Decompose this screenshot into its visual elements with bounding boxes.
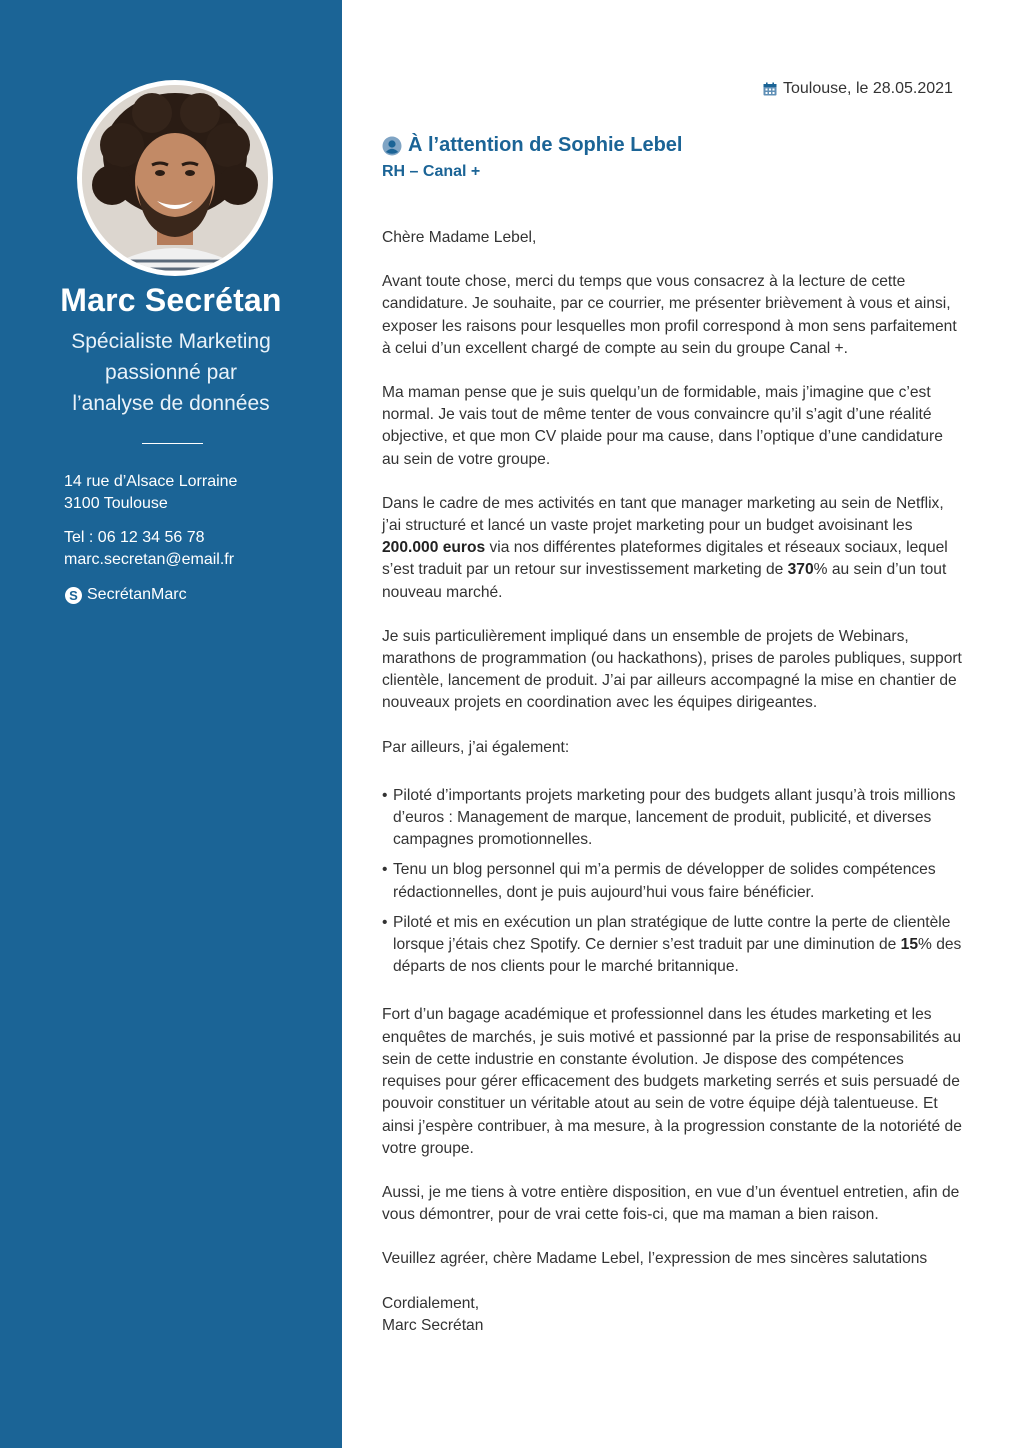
closing: Cordialement,: [382, 1294, 480, 1312]
address-street: 14 rue d’Alsace Lorraine: [64, 473, 238, 490]
highlight-budget: 200.000 euros: [382, 539, 486, 557]
skype-contact[interactable]: [64, 584, 187, 606]
tagline-line: passionné par: [105, 361, 237, 384]
paragraph: [382, 493, 962, 604]
user-icon: [382, 136, 402, 156]
phone-number: Tel : 06 12 34 56 78: [64, 529, 205, 546]
text-run: % au sein d’un tout nouveau marché.: [382, 561, 947, 601]
paragraph: Par ailleurs, j’ai également:: [382, 738, 570, 756]
tagline-line: l’analyse de données: [72, 392, 270, 415]
skype-handle: SecrétanMarc: [87, 586, 187, 603]
address-city: 3100 Toulouse: [64, 495, 168, 512]
salutation: Chère Madame Lebel,: [382, 229, 537, 246]
letter-body: [382, 227, 962, 1337]
profile-photo: [77, 80, 273, 276]
recipient-heading: [382, 134, 682, 157]
highlight-roi: 370: [787, 561, 814, 579]
tagline-line: Spécialiste Marketing: [71, 330, 271, 353]
text-run: Dans le cadre de mes activités en tant que manager marketing au sein de Netflix, j’ai structuré et lancé un vaste projet marketing pour un budget avoisinant les: [382, 494, 944, 535]
list-item: [382, 912, 962, 979]
signature-block: [382, 1293, 962, 1337]
svg-text:S: S: [69, 587, 78, 603]
text-run: via nos différentes plateformes digitales et réseaux sociaux, lequel s’est traduit par un retour sur investissement marketing de: [382, 539, 948, 579]
text-run: Piloté et mis en exécution un plan stratégique de lutte contre la perte de clientèle lorsque j’étais chez Spotify. Ce dernier s’est traduit par une diminution de: [393, 913, 951, 954]
list-item: • Piloté d’importants projets marketing pour des budgets allant jusqu’à trois millions d’euros : Management de marque, lancement de produit, publicité, et diverses campagnes promotionnelles.: [382, 785, 962, 852]
recipient-name: À l’attention de Sophie Lebel: [408, 134, 683, 156]
candidate-tagline: [40, 326, 302, 419]
contact-block: [64, 527, 234, 571]
skype-icon: [64, 586, 83, 605]
sidebar-divider: [142, 443, 203, 444]
paragraph: Veuillez agréer, chère Madame Lebel, l’expression de mes sincères salutations: [382, 1250, 928, 1268]
candidate-name: Marc Secrétan: [60, 282, 282, 318]
text-run: % des départs de nos clients pour le marché britannique.: [393, 936, 962, 976]
email-address[interactable]: marc.secretan@email.fr: [64, 551, 235, 568]
paragraph: Je suis particulièrement impliqué dans un ensemble de projets de Webinars, marathons de programmation (ou hackathons), prises de paroles publiques, support clientèle, lancement de produit. J’ai par ailleurs accompagné la mise en chantier de nouveaux projets en coordination avec les équipes dirigeantes.: [382, 627, 962, 712]
paragraph: Fort d’un bagage académique et professionnel dans les études marketing et les enquêtes de marchés, je suis motivé et passionné par la prise de responsabilités au sein de cette industrie en constante évolution. Je dispose des compétences requises pour gérer efficacement des budgets marketing serrés et suis persuadé de pouvoir constituer un véritable atout au sein de votre équipe déjà talentueuse. Et ainsi j’espère contribuer, à ma mesure, à la progression constante de la notoriété de votre groupe.: [382, 1006, 962, 1157]
letter-date: [763, 80, 963, 98]
recipient-department: RH – Canal +: [382, 163, 481, 180]
address-block: [64, 471, 237, 515]
paragraph: Aussi, je me tiens à votre entière disposition, en vue d’un éventuel entretien, afin de vous démontrer, pour de vrai cette fois-ci, que ma maman a bien raison.: [382, 1183, 960, 1224]
sidebar: [0, 0, 342, 1448]
calendar-icon: [763, 82, 777, 96]
paragraph: Ma maman pense que je suis quelqu’un de formidable, mais j’imagine que c’est normal. Je vais tout de même tenter de vous convaincre qu’il s’agit d’une réalité objective, et que mon CV plaide pour ma cause, dans l’optique d’une candidature au sein de votre groupe.: [382, 384, 943, 468]
achievements-list: [382, 785, 962, 979]
highlight-percent: 15: [900, 936, 919, 954]
paragraph: Avant toute chose, merci du temps que vous consacrez à la lecture de cette candidature. Je souhaite, par ce courrier, me présenter brièvement à vous et ainsi, exposer les raisons pour lesquelles mon profil correspond à mon sens parfaitement à celui d’un excellent chargé de compte au sein du groupe Canal +.: [382, 273, 957, 357]
date-text: Toulouse, le 28.05.2021: [783, 80, 953, 97]
signature-name: Marc Secrétan: [382, 1316, 484, 1334]
list-item: • Tenu un blog personnel qui m’a permis de développer de solides compétences rédactionnelles, dont je puis aujourd’hui vous faire bénéficier.: [382, 859, 962, 903]
